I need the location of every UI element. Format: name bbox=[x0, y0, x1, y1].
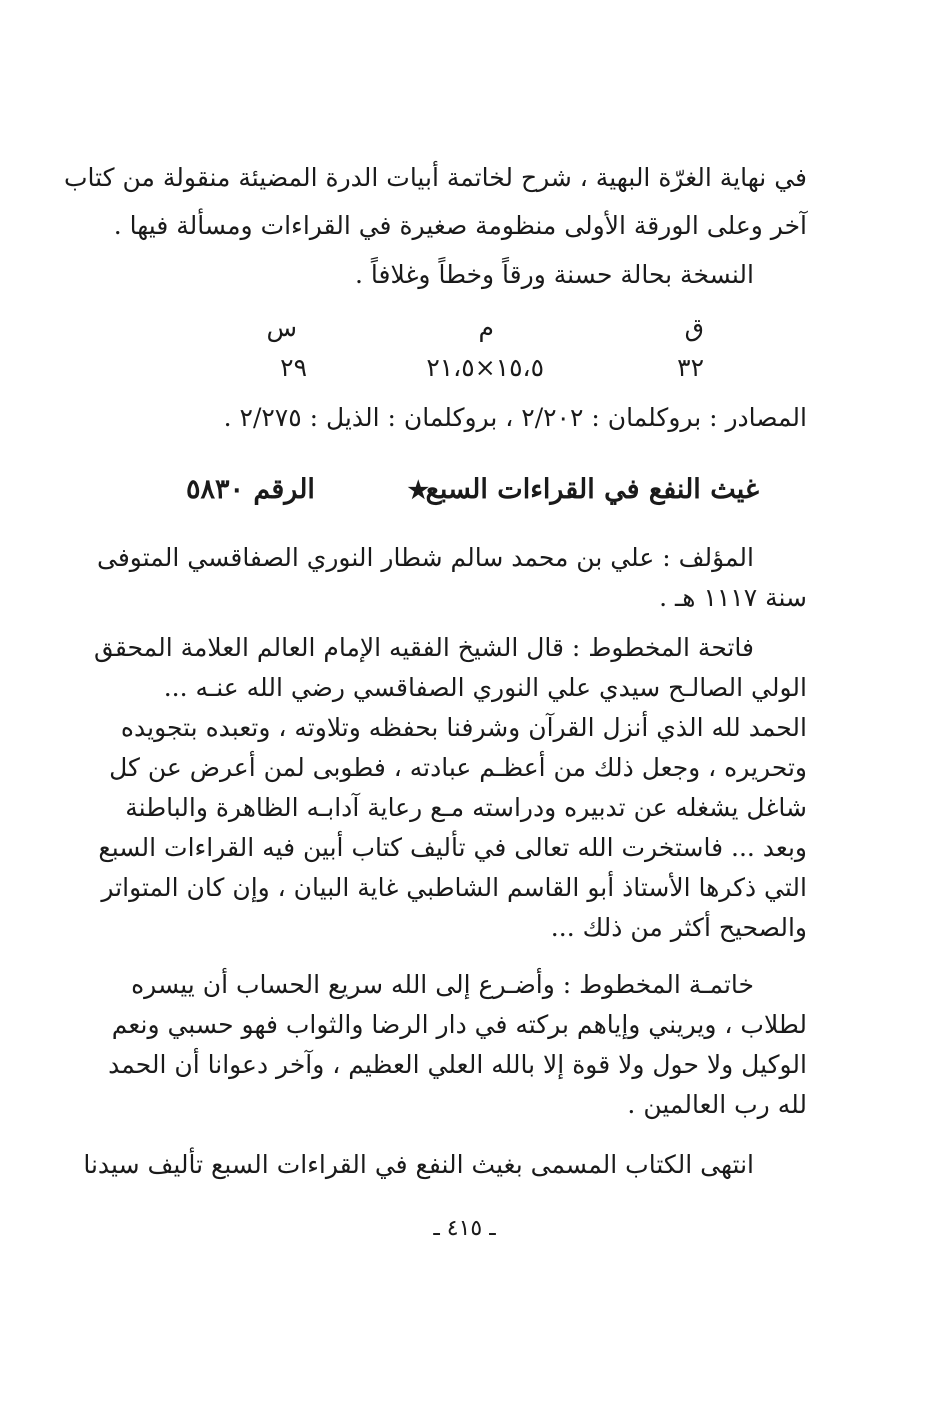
opening-line-6: وبعد ... فاستخرت الله تعالى في تأليف كتاب أبين فيه القراءات السبع bbox=[98, 833, 807, 862]
opening-line-3: الحمد لله الذي أنزل القرآن وشرفنا بحفظه وتلاوته ، وتعبده بتجويده bbox=[120, 713, 807, 742]
opening-line-1: فاتحة المخطوط : قال الشيخ الفقيه الإمام العالم العلامة المحقق bbox=[94, 633, 754, 662]
closing-line-2: لطلاب ، ويريني وإياهم بركته في دار الرضا والثواب فهو حسبي ونعم bbox=[111, 1010, 807, 1039]
stat-value-m: ١٥،٥×٢١،٥ bbox=[426, 353, 544, 382]
opening-line-2: الولي الصالـح سيدي علي النوري الصفاقسي رضي الله عنـه ... bbox=[163, 673, 807, 702]
stat-header-q: ق bbox=[684, 313, 704, 342]
opening-line-4: وتحريره ، وجعل ذلك من أعظـم عبادته ، فطوبى لمن أعرض عن كل bbox=[109, 753, 807, 782]
stat-value-s: ٢٩ bbox=[280, 353, 307, 382]
opening-line-8: والصحيح أكثر من ذلك ... bbox=[550, 913, 807, 942]
star-icon: ★ bbox=[407, 475, 429, 504]
end-note-line: انتهى الكتاب المسمى بغيث النفع في القراءات السبع تأليف سيدنا bbox=[83, 1150, 754, 1179]
author-line-1: المؤلف : علي بن محمد سالم شطار النوري الصفاقسي المتوفى bbox=[97, 543, 754, 572]
entry-heading bbox=[186, 468, 759, 512]
stat-value-q: ٣٢ bbox=[677, 353, 704, 382]
closing-line-4: لله رب العالمين . bbox=[627, 1090, 807, 1119]
entry-number: الرقم ٥٨٣٠ bbox=[186, 474, 315, 505]
page-number: ـ ٤١٥ ـ bbox=[433, 1216, 496, 1241]
closing-line-3: الوكيل ولا حول ولا قوة إلا بالله العلي العظيم ، وآخر دعوانا أن الحمد bbox=[108, 1050, 807, 1079]
intro-line-1: في نهاية الغرّة البهية ، شرح لخاتمة أبيات الدرة المضيئة منقولة من كتاب bbox=[63, 163, 807, 192]
sources-line: المصادر : بروكلمان : ٢/٢٠٢ ، بروكلمان : الذيل : ٢/٢٧٥ . bbox=[223, 403, 807, 432]
opening-line-7: التي ذكرها الأستاذ أبو القاسم الشاطبي غاية البيان ، وإن كان المتواتر bbox=[101, 873, 807, 902]
intro-line-2: آخر وعلى الورقة الأولى منظومة صغيرة في القراءات ومسألة فيها . bbox=[113, 211, 807, 240]
stat-header-s: س bbox=[266, 313, 297, 342]
condition-line: النسخة بحالة حسنة ورقاً وخطاً وغلافاً . bbox=[354, 260, 754, 289]
entry-title: غيث النفع في القراءات السبع bbox=[425, 474, 759, 505]
opening-line-5: شاغل يشغله عن تدبيره ودراسته مـع رعاية آدابـه الظاهرة والباطنة bbox=[125, 793, 807, 822]
closing-line-1: خاتمـة المخطوط : وأضـرع إلى الله سريع الحساب أن ييسره bbox=[131, 970, 754, 999]
author-line-2: سنة ١١١٧ هـ . bbox=[659, 583, 807, 612]
stat-header-m: م bbox=[478, 313, 494, 342]
